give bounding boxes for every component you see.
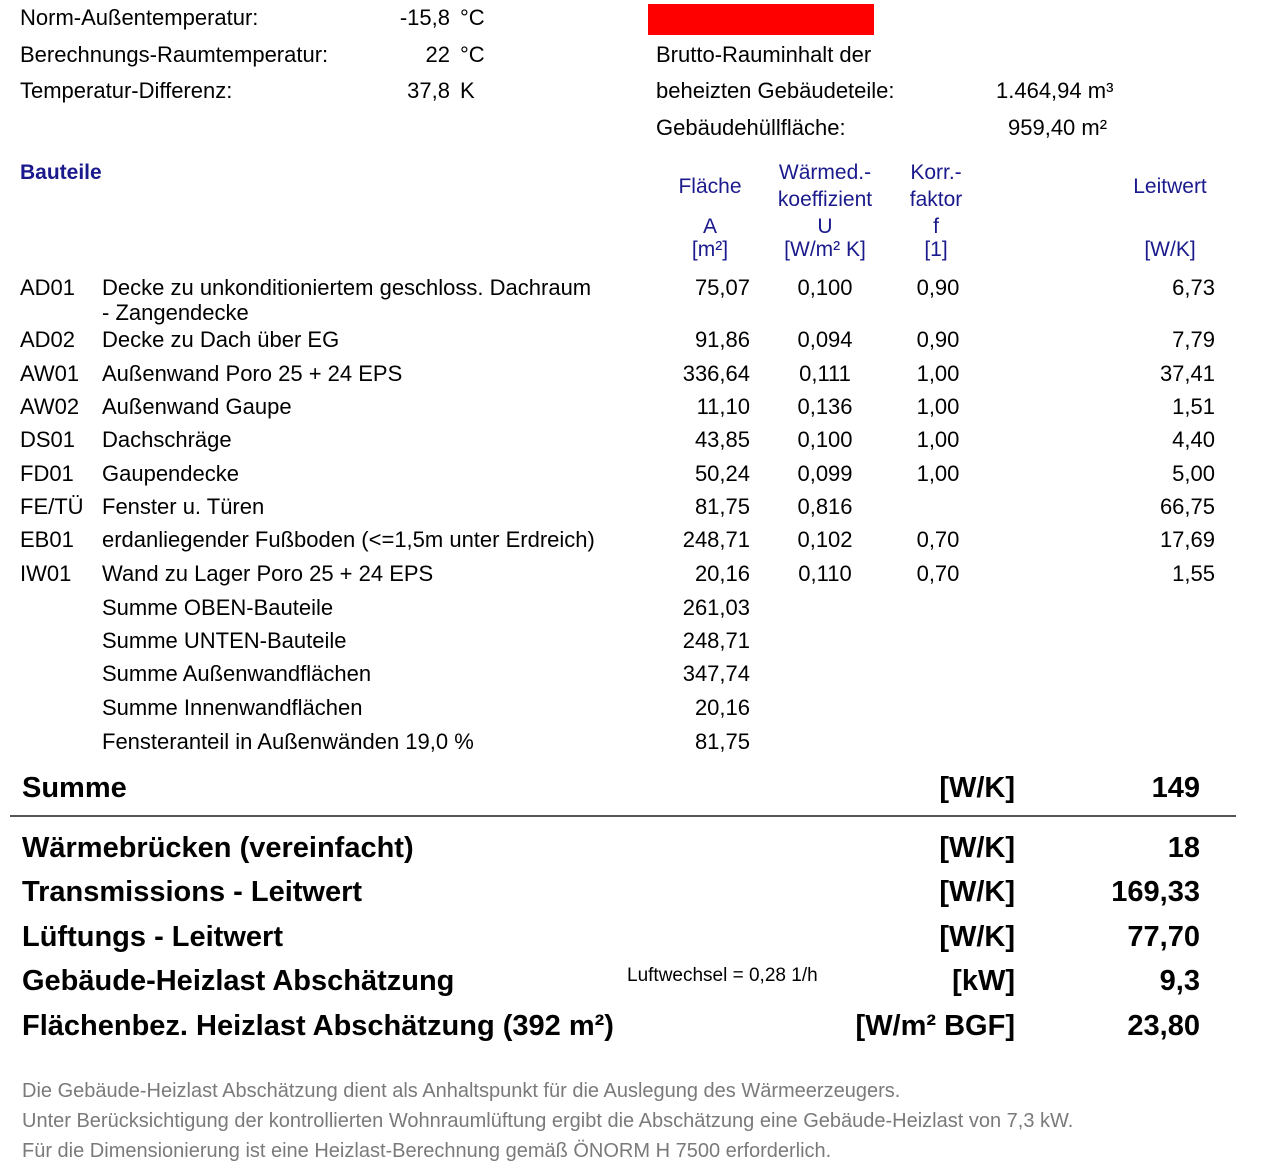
table-row-continuation [0,300,1280,330]
result-value: 77,70 [1127,921,1200,953]
row-f: 0,70 [916,527,960,552]
result-unit: [W/K] [939,921,1015,953]
row-code: EB01 [20,527,74,552]
result-unit: [W/K] [939,876,1015,908]
footnote-line: Die Gebäude-Heizlast Abschätzung dient als Anhaltspunkt für die Auslegung des Wärmeerzeugers. [22,1080,901,1102]
row-area: 336,64 [682,361,750,386]
col-u-unit: [W/m² K] [784,238,866,261]
temp-diff-label: Temperatur-Differenz: [20,78,233,103]
col-f-1: Korr.- [910,161,962,184]
col-f-2: faktor [909,188,963,211]
result-label: Wärmebrücken (vereinfacht) [22,832,414,864]
row-area: 20,16 [694,561,750,586]
row-f: 1,00 [916,427,960,452]
col-bauteile: Bauteile [20,161,102,184]
row-f: 1,00 [916,394,960,419]
footnote-line: Unter Berücksichtigung der kontrollierten Wohnraumlüftung ergibt die Abschätzung eine Gebäude-Heizlast von 7,3 kW. [22,1110,1074,1132]
row-area: 91,86 [694,327,750,352]
result-unit: [W/K] [939,832,1015,864]
row-f: 0,70 [916,561,960,586]
temp-diff-value: 37,8 [407,78,450,103]
row-f: 0,90 [916,327,960,352]
result-label: Transmissions - Leitwert [22,876,363,908]
row-code: FE/TÜ [20,494,84,519]
row-area: 75,07 [694,275,750,300]
norm-temp-label: Norm-Außentemperatur: [20,5,259,30]
summe-unit: [W/K] [939,772,1015,804]
sum-area: 248,71 [682,628,750,653]
row-code: AW01 [20,361,80,386]
row-name: Wand zu Lager Poro 25 + 24 EPS [102,561,434,586]
row-code: AW02 [20,394,80,419]
row-u: 0,094 [797,327,853,352]
sum-row [0,661,1280,691]
row-f: 1,00 [916,361,960,386]
row-code: FD01 [20,461,74,486]
row-area: 248,71 [682,527,750,552]
result-value: 23,80 [1127,1010,1200,1042]
table-row [0,527,1280,557]
row-code: IW01 [20,561,72,586]
row-u: 0,111 [799,361,851,386]
col-flaeche-sym: A [702,215,717,238]
row-f: 0,90 [916,275,960,300]
result-label: Flächenbez. Heizlast Abschätzung (392 m²) [22,1010,614,1042]
sum-area: 347,74 [682,661,750,686]
summe-row [0,770,1280,810]
redaction-bar [648,4,874,35]
result-row [0,830,1280,870]
row-leitwert: 7,79 [1172,327,1215,352]
result-value: 169,33 [1111,876,1200,908]
row-code: AD01 [20,275,76,300]
norm-temp-value: -15,8 [399,5,450,30]
row-area: 81,75 [694,494,750,519]
row-name: erdanliegender Fußboden (<=1,5m unter Erdreich) [102,527,595,552]
row-leitwert: 66,75 [1159,494,1215,519]
room-temp-label: Berechnungs-Raumtemperatur: [20,42,329,67]
col-leitwert: Leitwert [1133,175,1207,198]
sum-name: Summe OBEN-Bauteile [102,595,334,620]
sum-area: 261,03 [682,595,750,620]
row-u: 0,100 [797,275,853,300]
col-f-unit: [1] [924,238,948,261]
result-unit: [kW] [952,965,1015,997]
row-u: 0,102 [797,527,853,552]
row-leitwert: 17,69 [1159,527,1215,552]
row-name: Außenwand Gaupe [102,394,292,419]
envelope-value: 959,40 m² [1008,115,1108,140]
row-area: 43,85 [694,427,750,452]
summe-label: Summe [22,772,127,804]
row-code: AD02 [20,327,76,352]
row-leitwert: 6,73 [1172,275,1215,300]
volume-label-1: Brutto-Rauminhalt der [656,42,872,67]
sum-row [0,595,1280,625]
divider-line [10,815,1236,817]
row-u: 0,099 [797,461,853,486]
table-row [0,561,1280,591]
row-name: Decke zu unkonditioniertem geschloss. Dachraum [102,275,592,300]
room-temp-unit: °C [460,42,485,67]
row-area: 50,24 [694,461,750,486]
temp-diff-unit: K [460,78,475,103]
row-f: 1,00 [916,461,960,486]
room-temp-value: 22 [425,42,450,67]
row-leitwert: 37,41 [1159,361,1215,386]
col-flaeche-unit: [m²] [691,238,729,261]
luftwechsel-note: Luftwechsel = 0,28 1/h [627,965,818,986]
sum-row [0,729,1280,759]
row-code: DS01 [20,427,76,452]
sum-name: Summe Außenwandflächen [102,661,372,686]
table-row [0,494,1280,524]
row-leitwert: 5,00 [1172,461,1215,486]
row-name-continuation: - Zangendecke [102,300,249,325]
col-u-1: Wärmed.- [778,161,872,184]
sum-name: Summe Innenwandflächen [102,695,363,720]
row-u: 0,816 [797,494,853,519]
table-row [0,394,1280,424]
norm-temp-unit: °C [460,5,485,30]
col-flaeche: Fläche [678,175,742,198]
result-value: 18 [1167,832,1200,864]
footnote-line: Für die Dimensionierung ist eine Heizlast-Berechnung gemäß ÖNORM H 7500 erforderlich. [22,1140,832,1162]
row-leitwert: 1,51 [1172,394,1215,419]
result-label: Lüftungs - Leitwert [22,921,283,953]
summe-value: 149 [1151,772,1200,804]
result-unit: [W/m² BGF] [855,1010,1015,1042]
sum-row [0,695,1280,725]
col-u-sym: U [817,215,833,238]
row-u: 0,100 [797,427,853,452]
volume-value: 1.464,94 m³ [996,78,1114,103]
row-leitwert: 4,40 [1172,427,1215,452]
volume-label-2: beheizten Gebäudeteile: [656,78,895,103]
col-f-sym: f [933,215,939,238]
col-u-2: koeffizient [777,188,873,211]
table-row [0,327,1280,357]
row-area: 11,10 [696,394,750,419]
table-row [0,461,1280,491]
result-row [0,1008,1280,1048]
sum-area: 20,16 [694,695,750,720]
row-u: 0,136 [797,394,853,419]
sum-name: Summe UNTEN-Bauteile [102,628,347,653]
table-row [0,361,1280,391]
row-leitwert: 1,55 [1172,561,1215,586]
row-name: Dachschräge [102,427,232,452]
row-name: Gaupendecke [102,461,239,486]
result-row [0,919,1280,959]
result-row [0,963,1280,1003]
sum-area: 81,75 [694,729,750,754]
sum-name: Fensteranteil in Außenwänden 19,0 % [102,729,474,754]
result-row [0,874,1280,914]
row-name: Decke zu Dach über EG [102,327,340,352]
table-row [0,427,1280,457]
envelope-label: Gebäudehüllfläche: [656,115,846,140]
row-u: 0,110 [798,561,852,586]
result-value: 9,3 [1159,965,1200,997]
result-label: Gebäude-Heizlast Abschätzung [22,965,455,997]
row-name: Fenster u. Türen [102,494,265,519]
row-name: Außenwand Poro 25 + 24 EPS [102,361,403,386]
sum-row [0,628,1280,658]
col-leitwert-unit: [W/K] [1144,238,1196,261]
